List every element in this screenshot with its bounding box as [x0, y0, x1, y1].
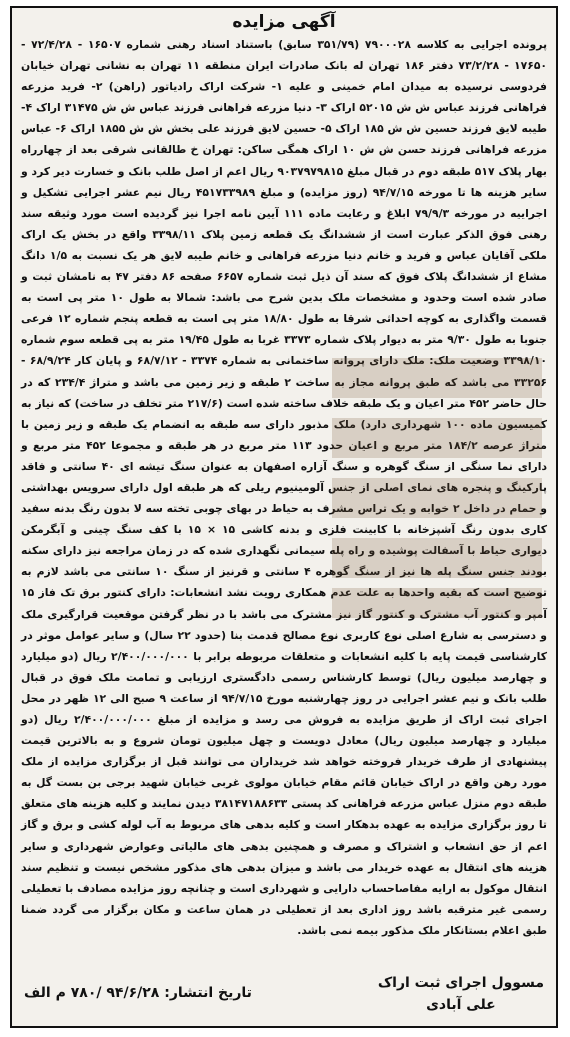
signer-title: مسوول اجرای ثبت اراک	[377, 975, 544, 991]
signer-block	[378, 972, 544, 1016]
notice-body: پرونده اجرایی به کلاسه ۷۹۰۰۰۲۸ (۳۵۱/۷۹ سابق) باستناد اسناد رهنی شماره ۱۶۵۰۷ - ۷۲/۴/۲۸ - ۱۷۶۵۰ - ۷۳/۲/۲۸ دفتر ۱۸۶ تهران له بانک صادرات ایران منطقه ۱۱ تهران به نشانی تهران خیابان فردوسی نرسیده به میدان امام خمینی و علیه ۱- شرکت اراک رادیاتور (راهن) ۲- فرید مزرعه فراهانی فرزند عباس ش ش ۵۲۰۱۵ اراک ۳- دنیا مزرعه فراهانی فرزند عباس ش ش ۳۱۴۷۵ اراک ۴- طیبه لایق فرزند حسین ش ش ۱۸۵ اراک ۵- حسین لایق فرزند علی بخش ش ش ۱۸۵۵ اراک ۶- عباس مزرعه فراهانی فرزند حسن ش ش ۱۰ اراک همگی ساکن: تهران خ طالقانی شرقی بعد از چهارراه بهار پلاک ۵۱۷ طبقه دوم در قبال مبلغ ۹۰۳۷۹۷۹۸۱۵ ریال اعم از اصل طلب بانک و خسارت دیر کرد و سایر هزینه ها تا مورخه ۹۴/۷/۱۵ (روز مزایده) و مبلغ ۴۵۱۷۳۳۹۸۹ ریال نیم عشر اجرایی تشکیل و اجراییه در مورخه ۷۹/۹/۳ ابلاغ و رعایت ماده ۱۱۱ آیین نامه اجرا نیز گردیده است مورد وثیقه سند رهنی فوق الذکر عبارت است از ششدانگ یک قطعه زمین پلاک ۳۳۹۸/۱۱ واقع در بخش یک اراک ملکی آقایان عباس و فرید و خانم دنیا مزرعه فراهانی و خانم طیبه لایق هر یک نسبت به ۱/۵ دانگ مشاع از ششدانگ پلاک فوق که سند آن ذیل ثبت شماره ۶۶۵۷ صفحه ۸۶ دفتر ۴۷ به نامشان ثبت و صادر شده است وحدود و مشخصات ملک بدین شرح می باشد: شمالا به طول ۱۰ متر پی است به قسمت واگذاری به کوچه احداثی شرقا به طول ۱۸/۸۰ متر پی است به قطعه پنجم شماره ۱۲ فرعی جنوبا به طول ۹/۳۰ متر به دیوار پلاک شماره ۳۳۷۳ غربا به طول ۱۹/۴۵ متر به پی قطعه سوم شماره ۳۳۹۸/۱۰ وضعیت ملک: ملک دارای پروانه ساختمانی به شماره ۳۳۷۴ - ۶۸/۷/۱۲ و پایان کار ۶۸/۹/۲۴ - ۳۳۲۵۶ می باشد که طبق پروانه مجاز به ساخت ۲ طبقه و زیر زمین می باشد و متراژ ۲۳۴/۴ که در حال حاضر ۴۵۲ متر اعیان و یک طبقه خلاف ساخته شده است (۲۱۷/۶ متر تخلف در ساخت) که نیاز به کمیسیون ماده ۱۰۰ شهرداری دارد) ملک مذبور دارای سه طبقه به انضمام یک طبقه و زیر زمین با متراژ عرصه ۱۸۴/۲ متر مربع و اعیان حدود ۱۱۳ متر مربع در هر طبقه و مجموعا ۴۵۲ متر مربع و دارای نما سنگی از سنگ گوهره و سنگ آزاره اصفهان به عنوان سنگ تیشه ای ۴۰ سانتی و فاقد پارکینگ و پنجره های نمای اصلی از جنس آلومینیوم ریلی که هر طبقه اول دارای سرویس بهداشتی و حمام در داخل ۲ خوابه و یک تراس مشرف به حیاط در بهای چوبی تخته سه لا بدون رنگ بدنه سفید کاری بدون رنگ آشپزخانه با کابینت فلزی و بدنه کاشی ۱۵ × ۱۵ با کف سنگ چینی و آبگرمکن دیواری حیاط با آسفالت پوشیده و راه پله سیمانی نگهداری شده که در زمان مراجعه نیز دارای سکنه بودند جنس سنگ پله ها نیز از سنگ گوهره ۴ سانتی و قرنیز از سنگ ۱۰ سانتی می باشد لازم به توضیح است که بقیه واحدها به علت عدم همکاری رویت نشد انشعابات: دارای کنتور برق تک فاز ۱۵ آمپر و کنتور آب مشترک و کنتور گاز نیز مشترک می باشد با در نظر گرفتن موقعیت قرارگیری ملک و دسترسی به شارع اصلی نوع کاربری نوع مصالح قدمت بنا (حدود ۲۲ سال) و سایر عوامل موثر در کارشناسی قیمت پایه با کلیه انشعابات و متعلقات مربوطه برابر با ۲/۴۰۰/۰۰۰/۰۰۰ ریال (دو میلیارد و چهارصد میلیون ریال) توسط کارشناس رسمی دادگستری ارزیابی و تمامت ملک فوق در قبال طلب بانک و نیم عشر اجرایی در روز چهارشنبه مورخ ۹۴/۷/۱۵ از ساعت ۹ صبح الی ۱۲ ظهر در محل اجرای ثبت اراک از طریق مزایده به فروش می رسد و مزایده از مبلغ ۲/۴۰۰/۰۰۰/۰۰۰ ریال (دو میلیارد و چهارصد میلیون ریال) معادل دویست و چهل میلیون تومان شروع و به بالاترین قیمت پیشنهادی از طرف خریدار فروخته خواهد شد خریداران می توانند قبل از برگزاری مزایده از ملک مورد رهن واقع در اراک خیابان قائم مقام خیابان مولوی غربی خیابان شهید برجی بن بست گل به طبقه دوم منزل عباس مزرعه فراهانی کد پستی ۳۸۱۴۷۱۸۸۶۳۳ دیدن نمایند و کلیه هزینه های متعلق تا روز برگزاری مزایده به عهده بدهکار است و کلیه بدهی های مربوط به آب لوله کشی و برق و گاز اعم از حق انشعاب و اشتراک و مصرف و همچنین بدهی های مالیاتی وعوارض شهرداری و سایر هزینه های انتقال به عهده خریدار می باشد و میزان بدهی های مذکور مشخص نیست و تنظیم سند انتقال موکول به ارایه مفاصاحساب دارایی و شهرداری است و چنانچه روز مزایده مصادف با تعطیلی رسمی غیر مترقبه باشد روز اداری بعد از تعطیلی در همان ساعت و مکان برگزار می گردد ضمنا طبق اعلام بستانکار ملک مذکور بیمه نمی باشد.	[21, 38, 548, 937]
publication-date: تاریخ انتشار: ۹۴/۶/۲۸ /۷۸۰ م الف	[24, 985, 252, 1001]
signer-name: علی آبادی	[426, 997, 496, 1013]
auction-notice	[10, 6, 558, 1028]
notice-footer	[12, 972, 556, 1016]
notice-title: آگهی مزایده	[232, 12, 336, 32]
